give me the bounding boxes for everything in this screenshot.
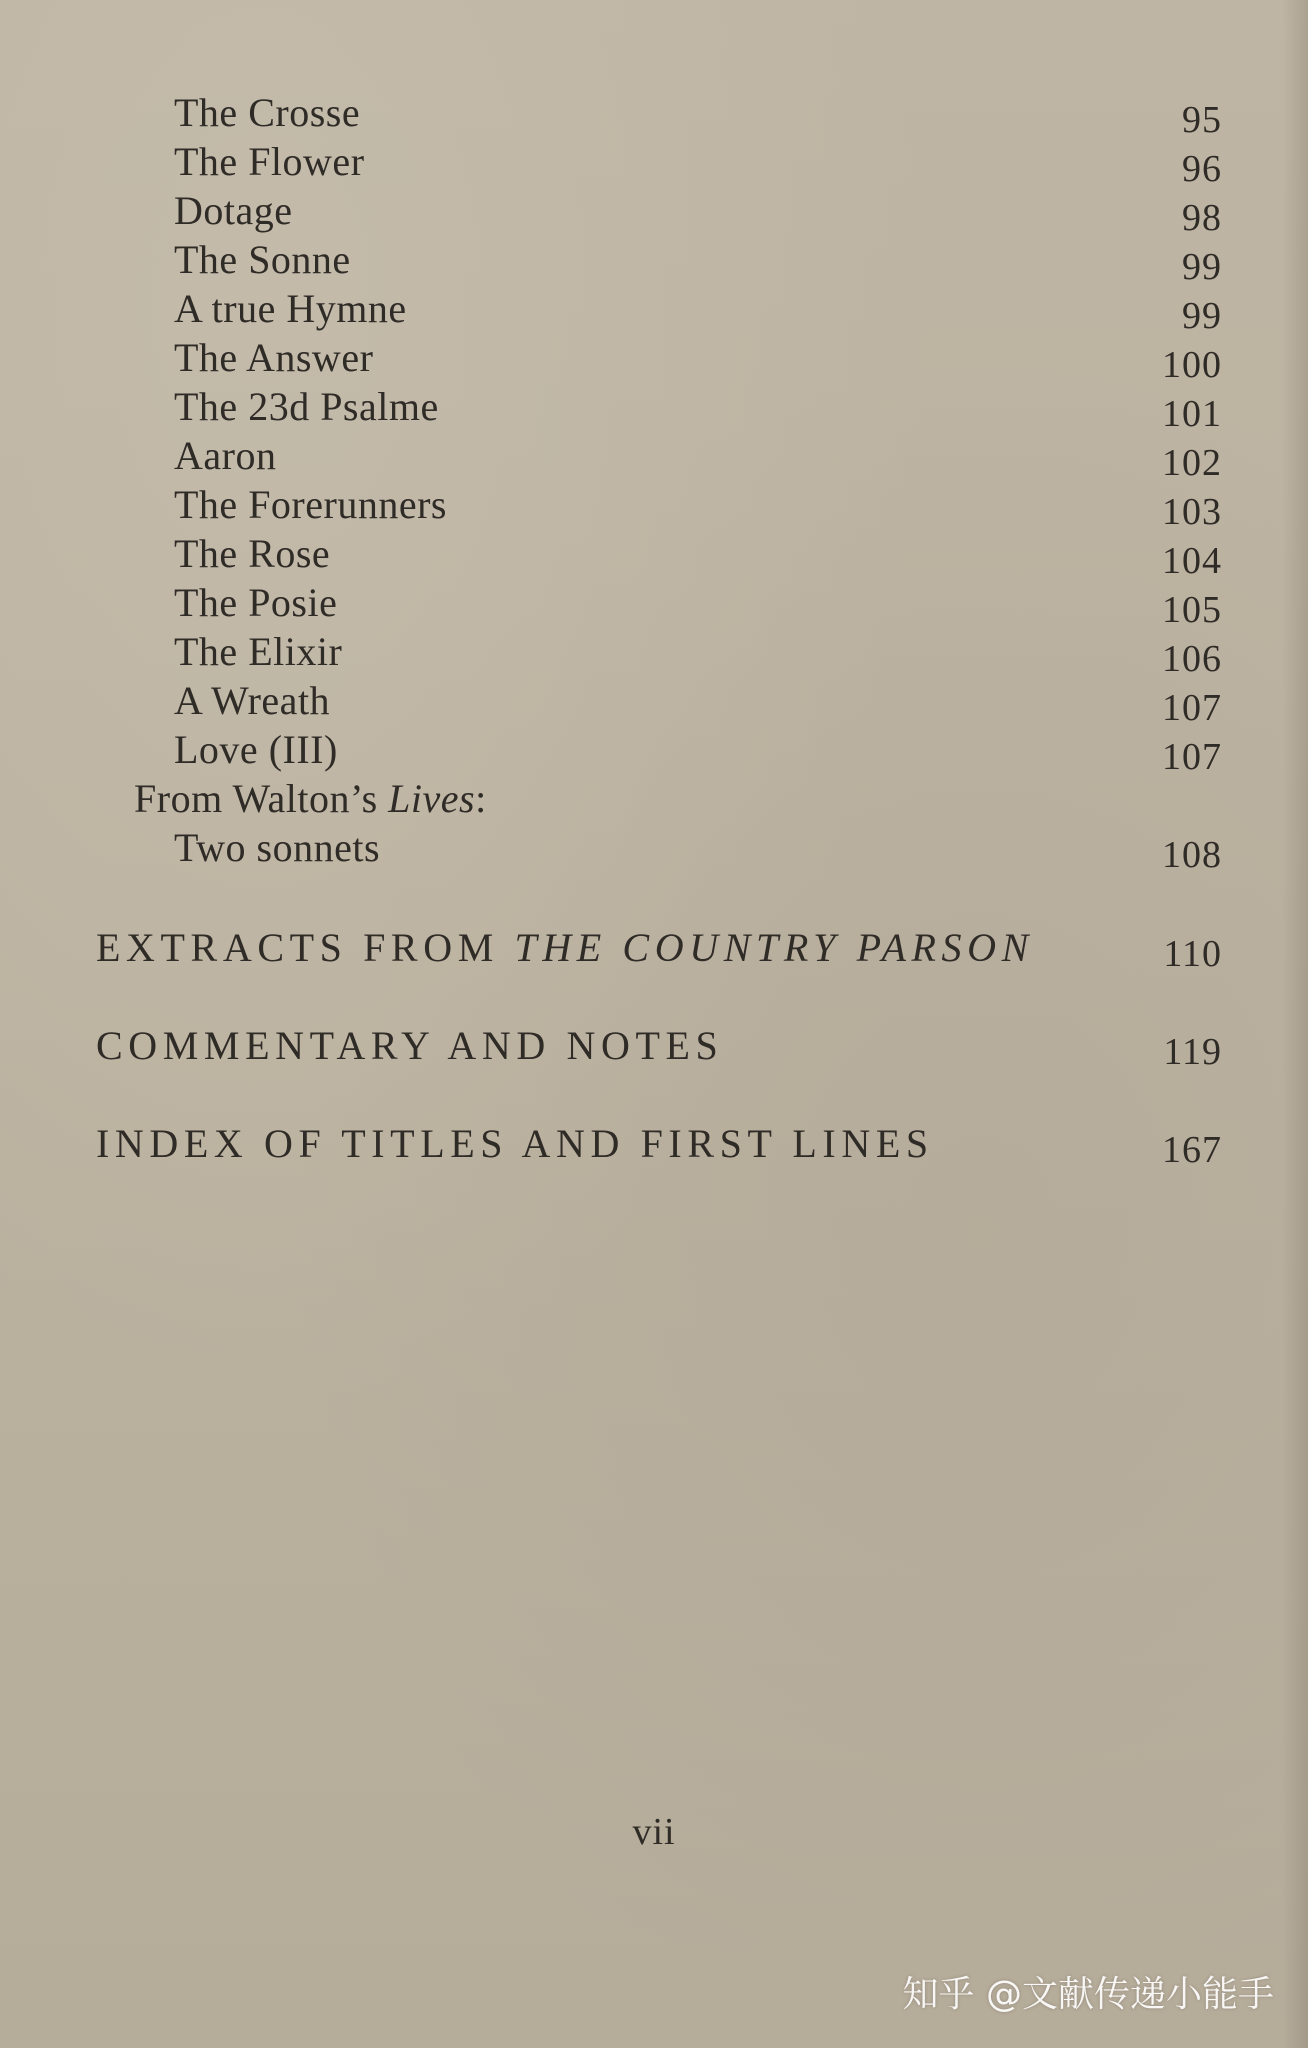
- toc-entry: [0, 676, 1308, 729]
- section-title-text: EXTRACTS FROM: [96, 925, 515, 970]
- toc-entry-page: 99: [1182, 295, 1222, 337]
- section-title: [96, 918, 1034, 978]
- section-title-text: COMMENTARY AND NOTES: [96, 1023, 724, 1068]
- section-page: 119: [1163, 1031, 1222, 1073]
- toc-list: [0, 88, 1308, 876]
- walton-lives-heading: [134, 774, 487, 823]
- toc-entry: [0, 431, 1308, 484]
- watermark: 知乎 @文献传递小能手: [902, 1974, 1274, 2015]
- toc-entry: [0, 137, 1308, 190]
- toc-entry-page: 107: [1162, 736, 1222, 778]
- toc-section: [0, 1114, 1308, 1174]
- toc-entry-title: The Sonne: [174, 237, 351, 282]
- toc-section: [0, 918, 1308, 978]
- toc-entry-title: The Forerunners: [174, 482, 447, 527]
- section-title-italic: THE COUNTRY PARSON: [514, 925, 1034, 970]
- toc-entry: [0, 333, 1308, 386]
- walton-suffix: :: [475, 776, 487, 821]
- toc-entry-title: Love (III): [174, 727, 338, 772]
- toc-entry-page: 103: [1162, 491, 1222, 533]
- section-title: [96, 1016, 723, 1076]
- toc-entry-page: 101: [1162, 393, 1222, 435]
- section-page: 167: [1162, 1129, 1222, 1171]
- toc-entry-title: The Crosse: [174, 90, 361, 135]
- walton-italic-title: Lives: [388, 776, 476, 821]
- toc-entry: [0, 823, 1308, 876]
- toc-entry-title: Aaron: [174, 433, 277, 478]
- toc-entry-page: 98: [1182, 197, 1222, 239]
- toc-entry-title: Dotage: [174, 188, 293, 233]
- toc-entry-page: 108: [1162, 834, 1222, 876]
- toc-entry-title: The Answer: [174, 335, 374, 380]
- toc-entry-title: Two sonnets: [174, 825, 381, 870]
- toc-entry: [0, 725, 1308, 778]
- toc-group-heading: [0, 774, 1308, 823]
- walton-prefix: From Walton’s: [134, 776, 389, 821]
- toc-entry-page: 102: [1162, 442, 1222, 484]
- toc-entry: [0, 578, 1308, 631]
- toc-entry: [0, 529, 1308, 582]
- section-title: [96, 1114, 934, 1174]
- toc-entry-page: 100: [1162, 344, 1222, 386]
- toc-entry-title: A Wreath: [174, 678, 331, 723]
- toc-entry-title: The Elixir: [174, 629, 343, 674]
- toc-entry-title: The Rose: [174, 531, 331, 576]
- toc-entry-page: 105: [1162, 589, 1222, 631]
- section-page: 110: [1163, 933, 1222, 975]
- toc-entry: [0, 186, 1308, 239]
- toc-entry-page: 107: [1162, 687, 1222, 729]
- toc-entry: [0, 235, 1308, 288]
- toc-entry-page: 106: [1162, 638, 1222, 680]
- toc-entry: [0, 284, 1308, 337]
- toc-entry-page: 104: [1162, 540, 1222, 582]
- toc-entry-title: The Flower: [174, 139, 365, 184]
- toc-entry-title: The Posie: [174, 580, 338, 625]
- toc-section: [0, 1016, 1308, 1076]
- toc-entry: [0, 480, 1308, 533]
- toc-entry-title: The 23d Psalme: [174, 384, 439, 429]
- toc-entry: [0, 382, 1308, 435]
- toc-entry: [0, 627, 1308, 680]
- toc-entry-title: A true Hymne: [174, 286, 407, 331]
- toc-entry-page: 99: [1182, 246, 1222, 288]
- section-title-text: INDEX OF TITLES AND FIRST LINES: [96, 1121, 934, 1166]
- page-folio: vii: [632, 1811, 676, 1853]
- toc-entry-page: 95: [1182, 99, 1222, 141]
- toc-entry-page: 96: [1182, 148, 1222, 190]
- toc-entry: [0, 88, 1308, 141]
